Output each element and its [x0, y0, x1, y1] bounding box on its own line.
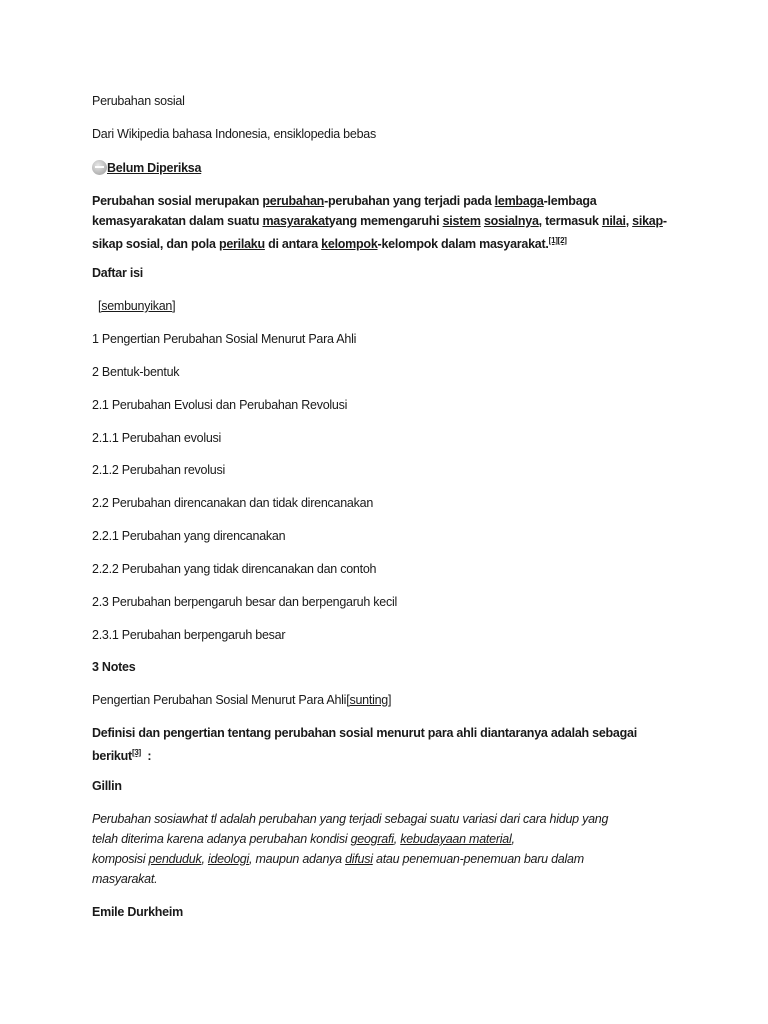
- link-penduduk[interactable]: penduduk: [148, 852, 202, 866]
- expert-name-durkheim: Emile Durkheim: [92, 905, 183, 919]
- reference-link[interactable]: [3]: [131, 748, 141, 757]
- toc-heading: Daftar isi: [92, 266, 143, 280]
- toc-item[interactable]: 2.2.1 Perubahan yang direncanakan: [92, 529, 286, 543]
- toc-item[interactable]: 2.1.1 Perubahan evolusi: [92, 431, 222, 445]
- text: , maupun adanya: [249, 852, 346, 866]
- text: ,: [511, 832, 515, 846]
- text: -: [662, 214, 667, 228]
- gillin-quote: [92, 809, 608, 889]
- link-ideologi[interactable]: ideologi: [207, 852, 250, 866]
- link-sosialnya[interactable]: sosialnya: [483, 214, 539, 228]
- text: -kelompok dalam masyarakat.: [377, 237, 549, 252]
- bracket: ]: [388, 693, 392, 707]
- bracket: [: [346, 693, 350, 707]
- text: berikut: [92, 749, 132, 764]
- definition-paragraph: [92, 723, 637, 766]
- section-heading: [92, 690, 391, 710]
- toc-hide-link[interactable]: sembunyikan: [101, 299, 173, 313]
- review-status: [92, 158, 201, 178]
- toc-item[interactable]: 1 Pengertian Perubahan Sosial Menurut Para Ahli: [92, 332, 357, 346]
- bracket: [: [98, 299, 102, 313]
- text: telah diterima karena adanya perubahan kondisi: [92, 832, 351, 846]
- link-sikap[interactable]: sikap: [632, 214, 663, 228]
- link-geografi[interactable]: geografi: [350, 832, 394, 846]
- text: di antara: [264, 237, 322, 252]
- link-masyarakat[interactable]: masyarakat: [262, 214, 329, 228]
- edit-link[interactable]: sunting: [349, 693, 388, 707]
- reference-link[interactable]: [1][2]: [548, 236, 567, 245]
- link-kebudayaan-material[interactable]: kebudayaan material: [400, 832, 512, 846]
- link-difusi[interactable]: difusi: [345, 852, 373, 866]
- page-title: Perubahan sosial: [92, 94, 185, 108]
- toc-toggle: [98, 296, 175, 316]
- link-lembaga[interactable]: lembaga: [494, 194, 544, 208]
- text: ,: [393, 832, 401, 846]
- link-nilai[interactable]: nilai: [601, 214, 626, 228]
- page-subtitle: Dari Wikipedia bahasa Indonesia, ensiklopedia bebas: [92, 127, 376, 141]
- toc-item[interactable]: 2.1 Perubahan Evolusi dan Perubahan Revolusi: [92, 398, 348, 412]
- text: komposisi: [92, 852, 149, 866]
- text: , termasuk: [538, 214, 602, 228]
- bracket: ]: [172, 299, 176, 313]
- toc-item[interactable]: 2.2.2 Perubahan yang tidak direncanakan dan contoh: [92, 562, 377, 576]
- text: atau penemuan-penemuan baru dalam: [372, 852, 584, 866]
- review-status-icon: [92, 160, 107, 175]
- text: ,: [625, 214, 633, 228]
- toc-item[interactable]: 2.3.1 Perubahan berpengaruh besar: [92, 628, 286, 642]
- text: kemasyarakatan dalam suatu: [92, 214, 263, 228]
- text: -perubahan yang terjadi pada: [324, 194, 495, 208]
- intro-paragraph: [92, 191, 667, 254]
- toc-item[interactable]: 2.3 Perubahan berpengaruh besar dan berpengaruh kecil: [92, 595, 398, 609]
- expert-name-gillin: Gillin: [92, 779, 122, 793]
- text: sikap sosial, dan pola: [92, 237, 219, 252]
- text: :: [140, 749, 152, 764]
- toc-item[interactable]: 2.2 Perubahan direncanakan dan tidak direncanakan: [92, 496, 374, 510]
- link-kelompok[interactable]: kelompok: [321, 237, 378, 252]
- text: -lembaga: [543, 194, 597, 208]
- text: masyarakat.: [92, 872, 158, 886]
- text: Definisi dan pengertian tentang perubahan sosial menurut para ahli diantaranya adalah sebagai: [92, 726, 637, 740]
- text: yang memengaruhi: [328, 214, 443, 228]
- text: Perubahan sosiawhat tl adalah perubahan yang terjadi sebagai suatu variasi dari cara hidup yang: [92, 812, 609, 826]
- toc-item[interactable]: 2.1.2 Perubahan revolusi: [92, 463, 225, 477]
- text: ,: [201, 852, 208, 866]
- link-sistem[interactable]: sistem: [442, 214, 481, 228]
- toc-item[interactable]: 2 Bentuk-bentuk: [92, 365, 180, 379]
- toc-item[interactable]: 3 Notes: [92, 660, 136, 674]
- link-perilaku[interactable]: perilaku: [218, 237, 265, 252]
- review-status-link[interactable]: Belum Diperiksa: [107, 161, 202, 175]
- text: Perubahan sosial merupakan: [92, 194, 263, 208]
- section-title: Pengertian Perubahan Sosial Menurut Para Ahli: [92, 693, 347, 707]
- link-perubahan[interactable]: perubahan: [262, 194, 325, 208]
